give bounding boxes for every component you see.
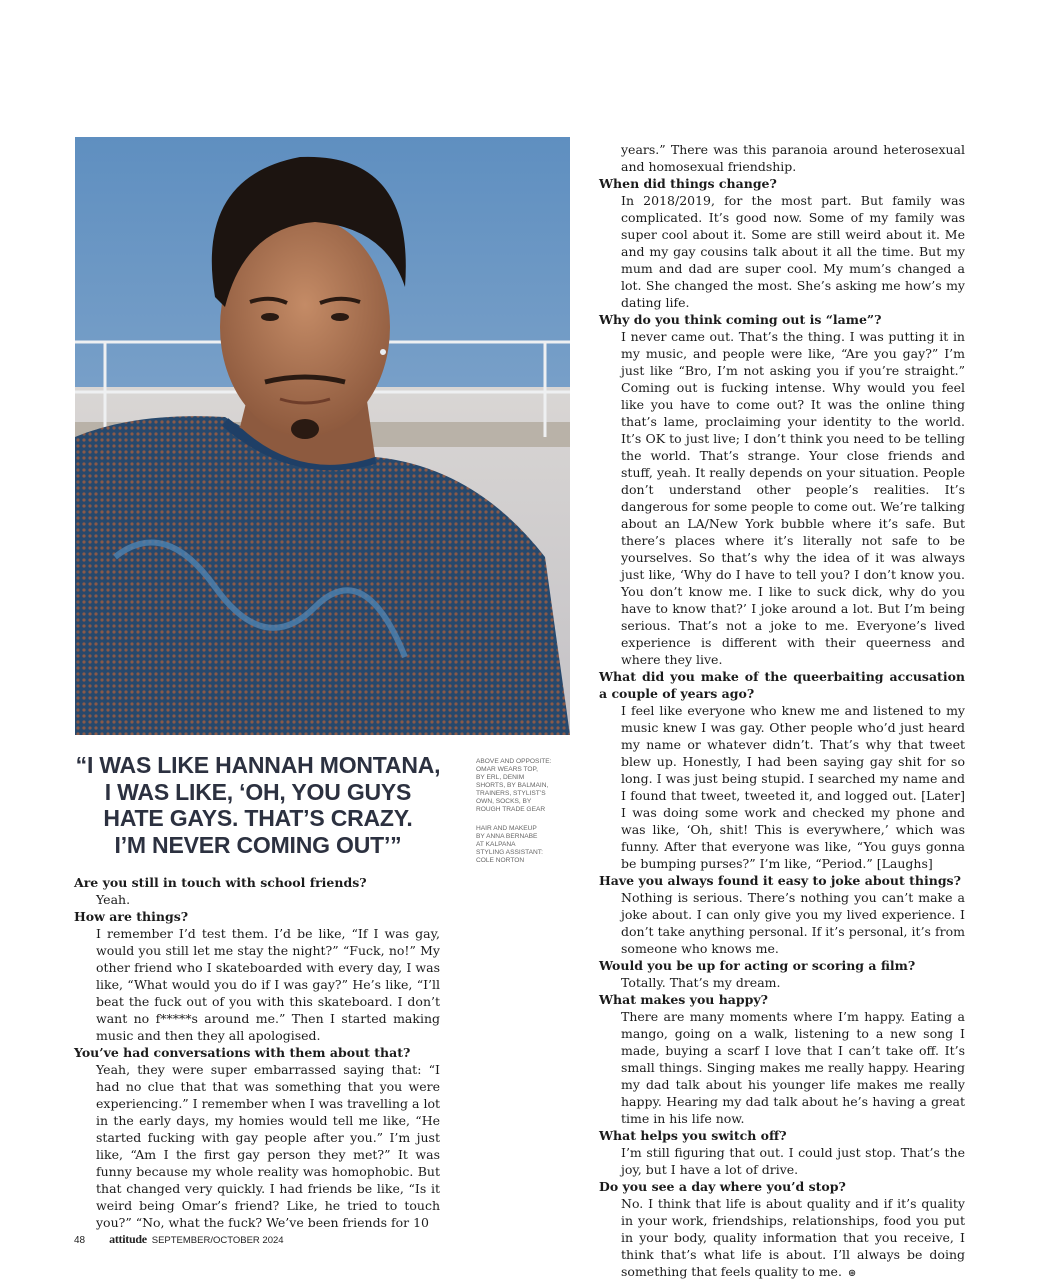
answer: Yeah, they were super embarrassed saying that: “I had no clue that that was something that you were experiencing.” I remember when I was travelling a lot in the early days, my homies would tell me like, “He started fucking with gay people after you.” I’m just like, “Am I the first gay person they met?” It was funny because my whole reality was homophobic. But that changed very quickly. I had friends be like, “Is it weird being Omar’s friend? Like, he tried to touch you?” “No, what the fuck? We’ve been friends for 10 xyxy=(96,1062,440,1230)
end-mark-icon: ⊛ xyxy=(847,1268,857,1279)
question: Have you always found it easy to joke about things? xyxy=(599,873,961,888)
question: Are you still in touch with school friends? xyxy=(74,875,367,890)
question: What makes you happy? xyxy=(599,992,768,1007)
pull-quote-line: “I WAS LIKE HANNAH MONTANA, xyxy=(75,752,441,778)
pull-quote xyxy=(72,752,444,858)
interview-right-column xyxy=(599,141,965,1282)
credit-line: TRAINERS, STYLIST’S xyxy=(476,790,546,797)
credit-line: ROUGH TRADE GEAR xyxy=(476,806,546,813)
answer: Totally. That’s my dream. xyxy=(621,975,781,990)
question: Would you be up for acting or scoring a film? xyxy=(599,958,916,973)
pull-quote-line: HATE GAYS. THAT’S CRAZY. xyxy=(103,805,413,831)
answer: In 2018/2019, for the most part. But family was complicated. It’s good now. Some of my family was super cool about it. Some are still weird about it. Me and my gay cousins talk about it all the time. But my mum and dad are super cool. My mum’s changed a lot. She changed the most. She’s asking me how’s my dating life. xyxy=(621,193,965,310)
answer: Nothing is serious. There’s nothing you can’t make a joke about. I can only give you my lived experience. I don’t take anything personal. If it’s personal, it’s from someone who knows me. xyxy=(621,890,965,956)
question: What helps you switch off? xyxy=(599,1128,787,1143)
answer: Yeah. xyxy=(96,892,131,907)
credit-line: BY ERL, DENIM xyxy=(476,774,525,781)
magazine-logo: attitude xyxy=(109,1232,147,1246)
credit-line: BY ANNA BERNABE xyxy=(476,833,538,840)
credit-line: COLE NORTON xyxy=(476,857,525,864)
question: Why do you think coming out is “lame”? xyxy=(599,312,882,327)
answer-continued: years.” There was this paranoia around heterosexual and homosexual friendship. xyxy=(621,142,965,174)
credit-line: HAIR AND MAKEUP xyxy=(476,825,537,832)
pull-quote-line: I’M NEVER COMING OUT’” xyxy=(114,831,402,858)
page-footer xyxy=(74,1232,284,1247)
question: How are things? xyxy=(74,909,189,924)
page-number: 48 xyxy=(74,1235,86,1246)
credits-hair-makeup xyxy=(476,825,572,865)
photo-credits xyxy=(476,758,572,876)
answer: I’m still figuring that out. I could just stop. That’s the joy, but I have a lot of drive. xyxy=(621,1145,965,1177)
credit-line: ABOVE AND OPPOSITE: xyxy=(476,758,552,765)
answer: There are many moments where I’m happy. Eating a mango, going on a walk, listening to a new song I made, buying a scarf I love that I can’t take off. It’s small things. Singing makes me really happy. Hearing my dad talk about his younger life makes me really happy. Hearing my dad talk about he’s having a great time in his life now. xyxy=(621,1009,965,1126)
answer-final xyxy=(621,1195,965,1282)
credit-line: AT KALPANA xyxy=(476,841,516,848)
interview-left-column xyxy=(74,874,440,1231)
portrait-photo xyxy=(75,137,570,735)
answer-final-text: No. I think that life is about quality and if it’s quality in your work, friendships, relationships, food you put in your body, quality information that you receive, I think that’s what life is about. I’ll always be doing something that feels quality to me. xyxy=(621,1196,965,1279)
question: What did you make of the queerbaiting accusation a couple of years ago? xyxy=(599,669,965,701)
question: You’ve had conversations with them about that? xyxy=(74,1045,411,1060)
credit-line: SHORTS, BY BALMAIN, xyxy=(476,782,549,789)
answer: I remember I’d test them. I’d be like, “If I was gay, would you still let me stay the night?” “Fuck, no!” My other friend who I skateboarded with every day, I was like, “What would you do if I was gay?” He’s like, “I’ll beat the fuck out of you with this skateboard. I don’t want no f*****s around me.” Then I started making music and then they all apologised. xyxy=(96,926,440,1043)
answer: I never came out. That’s the thing. I was putting it in my music, and people were like, “Are you gay?” I’m just like “Bro, I’m not asking you if you’re straight.” Coming out is fucking intense. Why would you feel like you have to come out? It was the online thing that’s lame, proclaiming your identity to the world. It’s OK to just live; I don’t think you need to be telling the world. That’s strange. Your close friends and stuff, yeah. It really depends on your situation. People don’t understand other people’s realities. It’s dangerous for some people to come out. We’re talking about an LA/New York bubble where it’s safe. But there’s places where it’s literally not safe to be yourselves. So that’s why the idea of it was always just like, ‘Why do I have to tell you? I don’t know you. You don’t know me. I like to suck dick, why do you have to know that?’ I joke around a lot. But I’m being serious. That’s not a joke to me. Everyone’s lived experience is different with their queerness and where they live. xyxy=(621,329,965,667)
question: When did things change? xyxy=(599,176,777,191)
credit-line: STYLING ASSISTANT: xyxy=(476,849,543,856)
credit-line: OMAR WEARS TOP, xyxy=(476,766,538,773)
credits-styling xyxy=(476,758,572,814)
issue-date: SEPTEMBER/OCTOBER 2024 xyxy=(151,1235,284,1246)
pull-quote-line: I WAS LIKE, ‘OH, YOU GUYS xyxy=(104,778,412,805)
answer: I feel like everyone who knew me and listened to my music knew I was gay. Other people who’d just heard my name or whatever didn’t. That’s why that tweet blew up. Honestly, I had been saying gay shit for so long. I was just being stupid. I searched my name and I found that tweet, tweeted it, and logged out. [Later] I was doing some work and checked my phone and was like, ‘Oh, shit! This is everywhere,’ which was funny. After that everyone was like, “You guys gonna be bumping purses?” I’m like, “Period.” [Laughs] xyxy=(621,703,965,871)
question: Do you see a day where you’d stop? xyxy=(599,1179,846,1194)
credit-line: OWN, SOCKS, BY xyxy=(476,798,532,805)
